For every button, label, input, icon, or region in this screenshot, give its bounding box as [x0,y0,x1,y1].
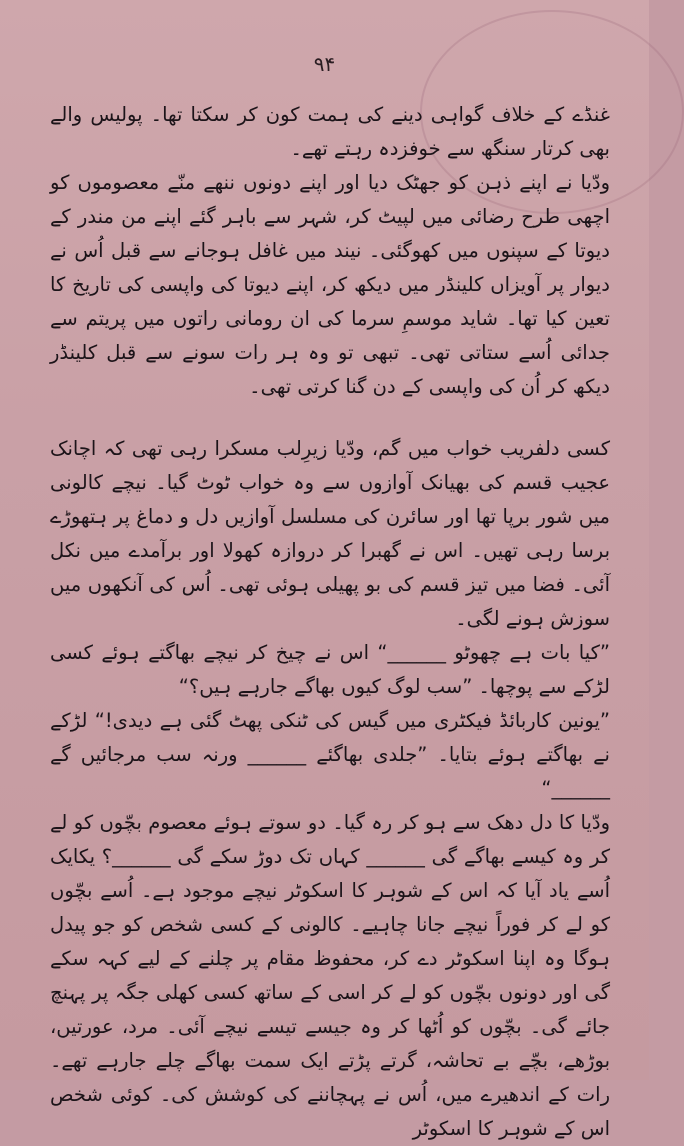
paragraph: ودّیا نے اپنے ذہن کو جھٹک دیا اور اپنے دونوں ننھے منّے معصوموں کو اچھی طرح رضائی میں لپیٹ کر، شہر سے باہر گئے اپنے من مندر کے دیوتا کے سپنوں میں کھوگئی۔ نیند میں غافل ہوجانے سے قبل اُس نے دیوار پر آویزاں کلینڈر میں دیکھ کر، اپنے دیوتا کی واپسی کی تاریخ کا تعین کیا تھا۔ شاید موسمِ سرما کی ان رومانی راتوں میں پریتم سے جدائی اُسے ستاتی تھی۔ تبھی تو وہ ہر رات سونے سے قبل کلینڈر دیکھ کر اُن کی واپسی کے دن گنا کرتی تھی۔ [50,171,610,398]
paragraph: ”کیا بات ہے چھوٹو ______“ اس نے چیخ کر نیچے بھاگتے ہوئے کسی لڑکے سے پوچھا۔ ”سب لوگ کیوں بھاگے جارہے ہیں؟“ [50,641,610,698]
body-text [50,98,610,1146]
paragraph: ودّیا کا دل دھک سے ہو کر رہ گیا۔ دو سوتے ہوئے معصوم بچّوں کو لے کر وہ کیسے بھاگے گی ______ کہاں تک دوڑ سکے گی ______؟ یکایک اُسے یاد آیا کہ اس کے شوہر کا اسکوٹر نیچے موجود ہے۔ اُسے بچّوں کو لے کر فوراً نیچے جانا چاہیے۔ کالونی کے کسی شخص کو جو پیدل ہوگا وہ اپنا اسکوٹر دے کر، محفوظ مقام پر چلنے کے لیے کہہ سکے گی اور دونوں بچّوں کو لے کر اسی کے ساتھ کسی کھلی جگہ پر پہنچ جائے گی۔ بچّوں کو اُٹھا کر وہ جیسے تیسے نیچے آئی۔ مرد، عورتیں، بوڑھے، بچّے بے تحاشہ، گرتے پڑتے ایک سمت بھاگے چلے جارہے تھے۔ رات کے اندھیرے میں، اُس نے پہچاننے کی کوشش کی۔ کوئی شخص اس کے شوہر کا اسکوٹر [50,811,610,1140]
paragraph: ”یونین کاربائڈ فیکٹری میں گیس کی ٹنکی پھٹ گئی ہے دیدی!“ لڑکے نے بھاگتے ہوئے بتایا۔ ”جلدی بھاگئے ______ ورنہ سب مرجائیں گے ______“ [50,709,610,800]
paragraph-gap [50,404,610,432]
paragraph: غنڈے کے خلاف گواہی دینے کی ہمت کون کر سکتا تھا۔ پولیس والے بھی کرتار سنگھ سے خوفزدہ رہتے تھے۔ [50,103,610,160]
page-number: ۹۴ [313,52,336,76]
paragraph: کسی دلفریب خواب میں گم، ودّیا زیرِلب مسکرا رہی تھی کہ اچانک عجیب قسم کی بھیانک آوازوں سے وہ خواب ٹوٹ گیا۔ نیچے کالونی میں شور برپا تھا اور سائرن کی مسلسل آوازیں دل و دماغ پر ہتھوڑے برسا رہی تھیں۔ اس نے گھبرا کر دروازہ کھولا اور برآمدے میں نکل آئی۔ فضا میں تیز قسم کی بو پھیلی ہوئی تھی۔ اُس کی آنکھوں میں سوزش ہونے لگی۔ [50,437,610,630]
